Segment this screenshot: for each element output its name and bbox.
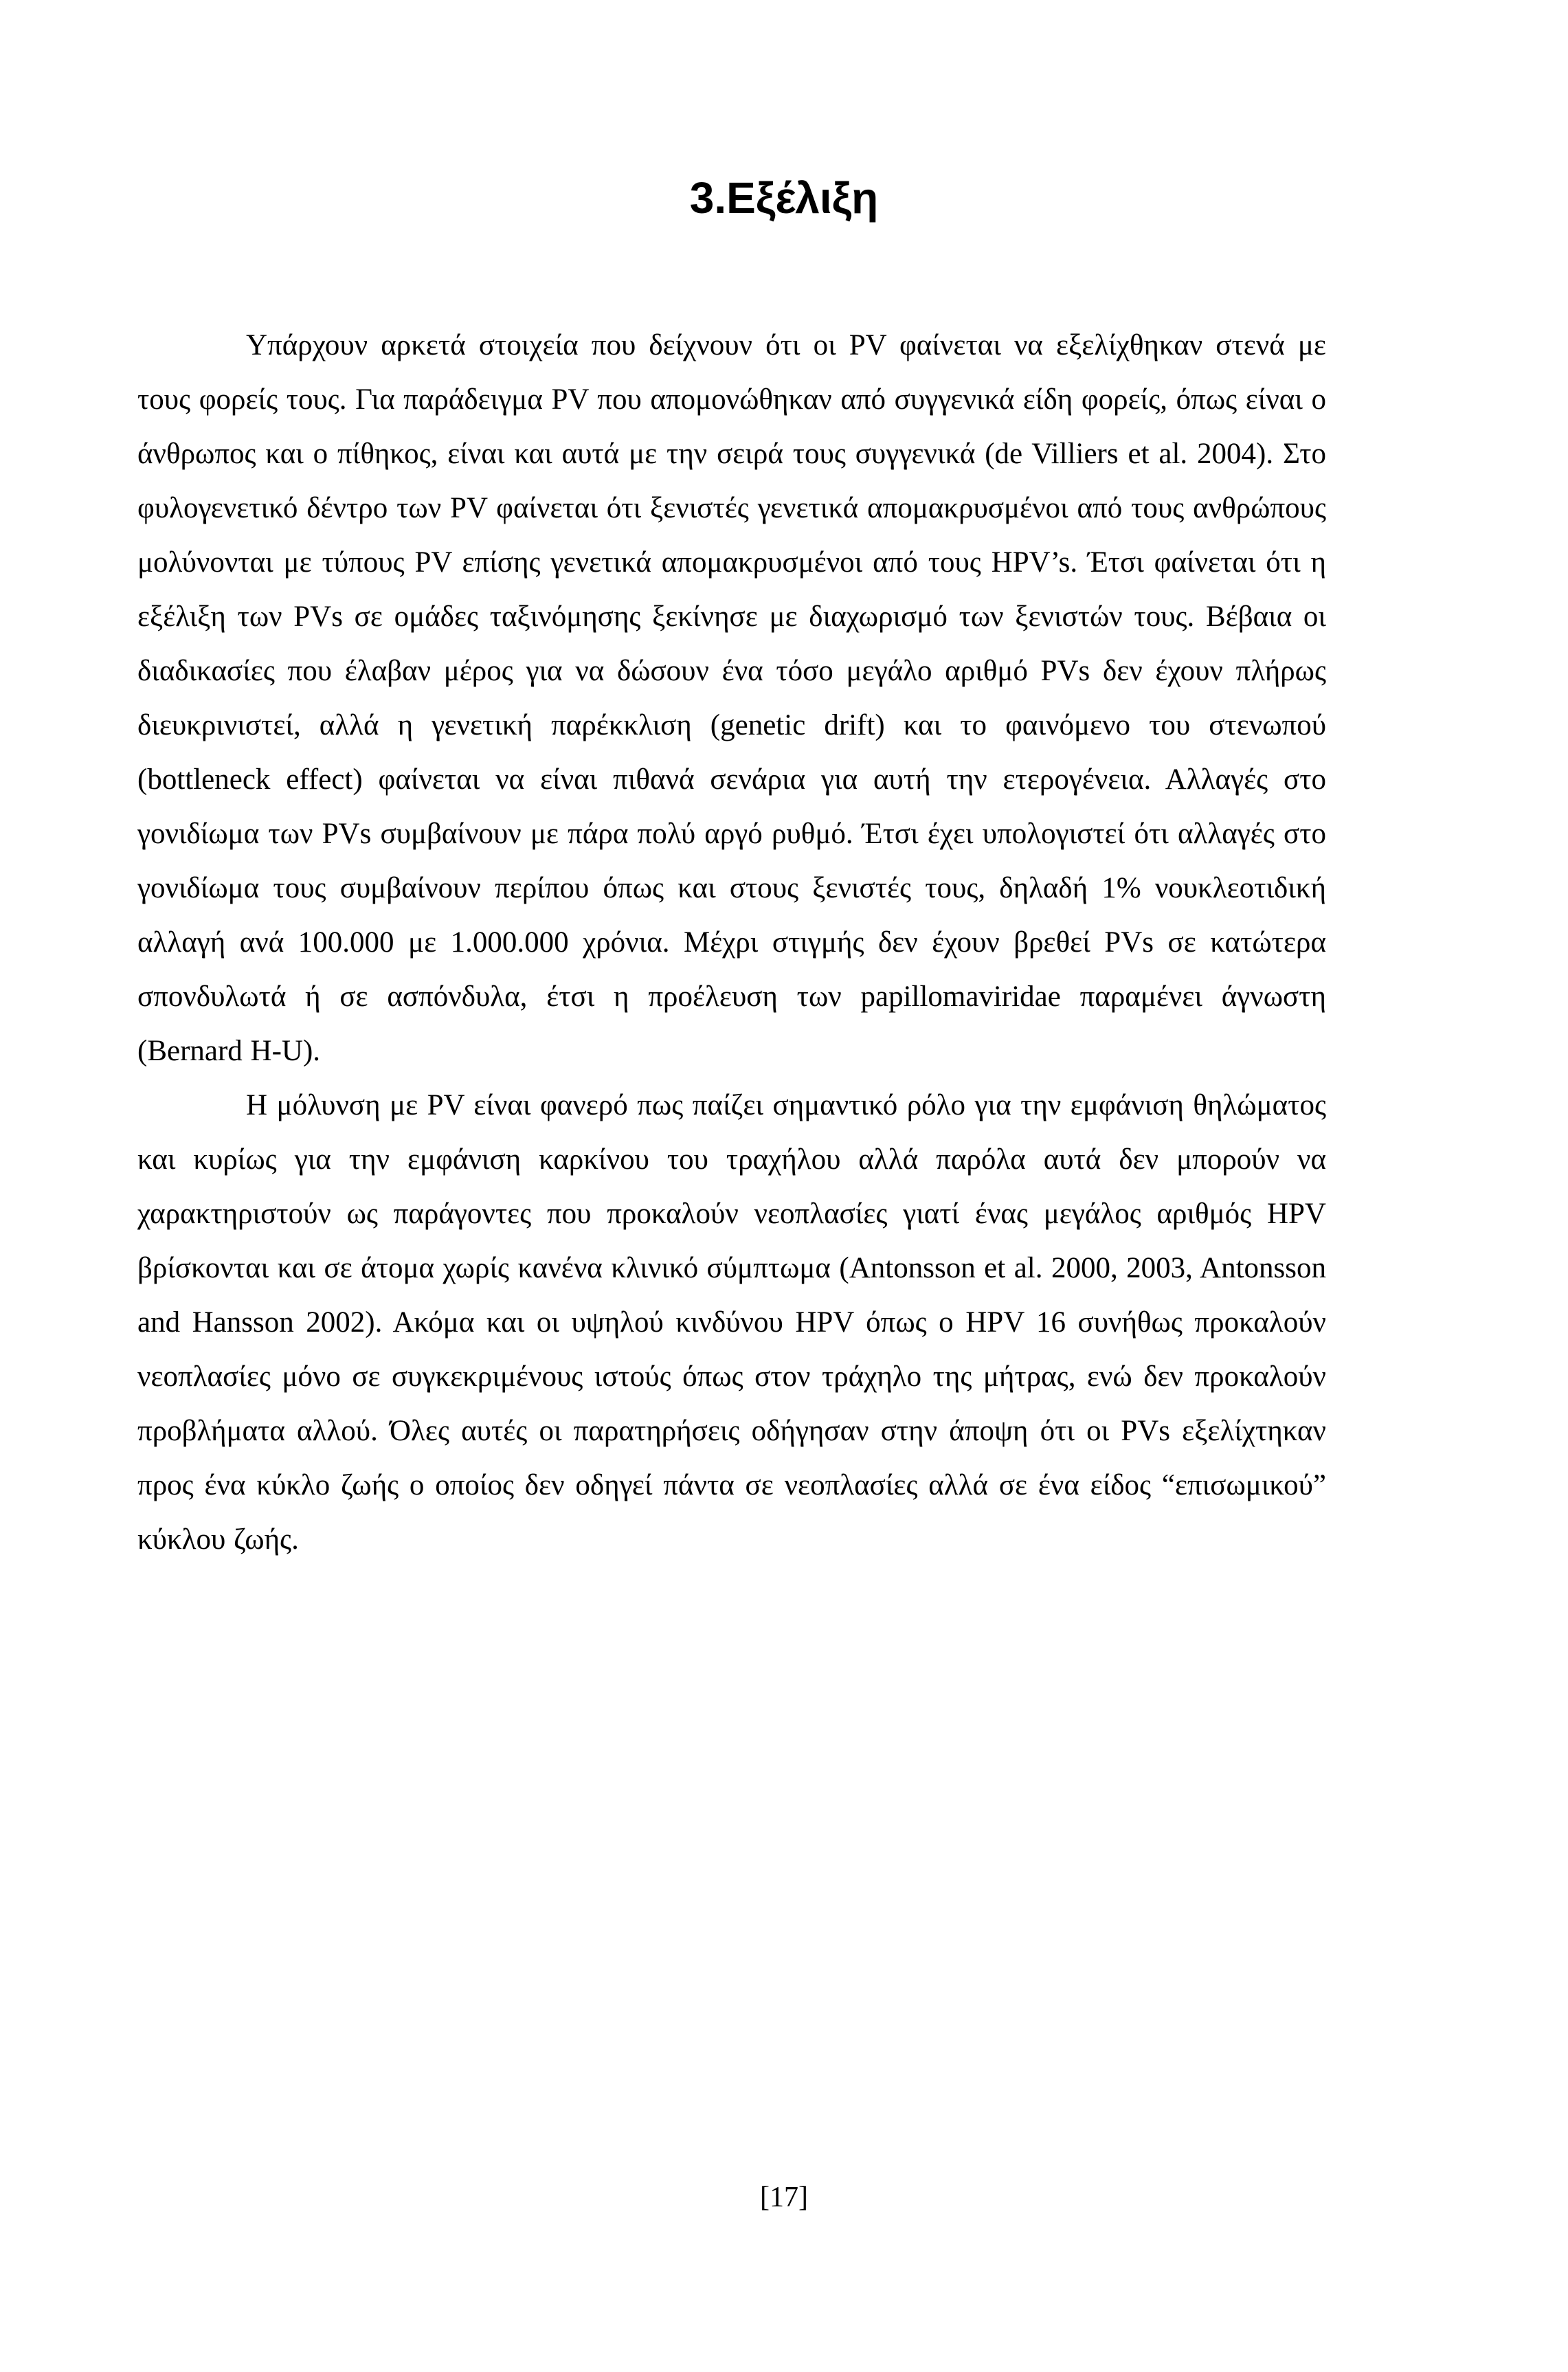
section-heading: 3.Εξέλιξη xyxy=(689,173,879,223)
paragraph-evolution: Υπάρχουν αρκετά στοιχεία που δείχνουν ότι οι PV φαίνεται να εξελίχθηκαν στενά με τους φορείς τους. Για παράδειγμα PV που απομονώθηκαν από συγγενικά είδη φορείς, όπως είναι ο άνθρωπος και ο πίθηκος, είναι και αυτά με την σειρά τους συγγενικά (de Villiers et al. 2004). Στο φυλογενετικό δέντρο των PV φαίνεται ότι ξενιστές γενετικά απομακρυσμένοι από τους ανθρώπους μολύνονται με τύπους PV επίσης γενετικά απομακρυσμένοι από τους HPV’s. Έτσι φαίνεται ότι η εξέλιξη των PVs σε ομάδες ταξινόμησης ξεκίνησε με διαχωρισμό των ξενιστών τους. Βέβαια οι διαδικασίες που έλαβαν μέρος για να δώσουν ένα τόσο μεγάλο αριθμό PVs δεν έχουν πλήρως διευκρινιστεί, αλλά η γενετική παρέκκλιση (genetic drift) και το φαινόμενο του στενωπού (bottleneck effect) φαίνεται να είναι πιθανά σενάρια για αυτή την ετερογένεια. Αλλαγές στο γονιδίωμα των PVs συμβαίνουν με πάρα πολύ αργό ρυθμό. Έτσι έχει υπολογιστεί ότι αλλαγές στο γονιδίωμα τους συμβαίνουν περίπου όπως και στους ξενιστές τους, δηλαδή 1% νουκλεοτιδική αλλαγή ανά 100.000 με 1.000.000 χρόνια. Μέχρι στιγμής δεν έχουν βρεθεί PVs σε κατώτερα σπονδυλωτά ή σε ασπόνδυλα, έτσι η προέλευση των papillomaviridae παραμένει άγνωστη (Bernard H-U). xyxy=(137,329,1326,1067)
body-text xyxy=(137,318,1326,1567)
paragraph-infection: Η μόλυνση με PV είναι φανερό πως παίζει σημαντικό ρόλο για την εμφάνιση θηλώματος και κυρίως για την εμφάνιση καρκίνου του τραχήλου αλλά παρόλα αυτά δεν μπορούν να χαρακτηριστούν ως παράγοντες που προκαλούν νεοπλασίες γιατί ένας μεγάλος αριθμός HPV βρίσκονται και σε άτομα χωρίς κανένα κλινικό σύμπτωμα (Antonsson et al. 2000, 2003, Antonsson and Hansson 2002). Ακόμα και οι υψηλού κινδύνου HPV όπως ο HPV 16 συνήθως προκαλούν νεοπλασίες μόνο σε συγκεκριμένους ιστούς όπως στον τράχηλο της μήτρας, ενώ δεν προκαλούν προβλήματα αλλού. Όλες αυτές οι παρατηρήσεις οδήγησαν στην άποψη ότι οι PVs εξελίχτηκαν προς ένα κύκλο ζωής ο οποίος δεν οδηγεί πάντα σε νεοπλασίες αλλά σε ένα είδος “επισωμικού” κύκλου ζωής. xyxy=(137,1089,1326,1556)
page-number: [17] xyxy=(760,2182,808,2213)
